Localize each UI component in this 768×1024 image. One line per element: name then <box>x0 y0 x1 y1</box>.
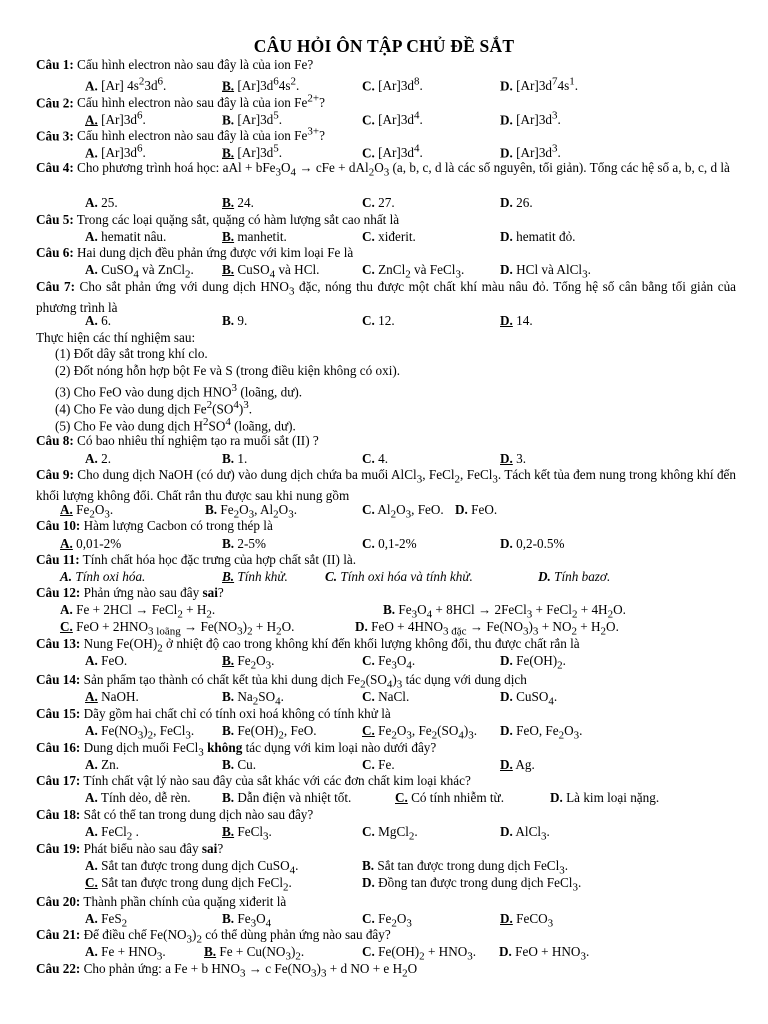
option-letter: B. <box>222 195 235 210</box>
option-letter: A. <box>60 502 73 517</box>
q9-option-d[interactable] <box>455 502 497 518</box>
option-text: Tính oxi hóa. <box>72 569 146 584</box>
q2-option-d[interactable] <box>500 108 561 128</box>
option-text: FeO + $2HNO_{3 loãng} \to Fe(NO_3)_2 + H_2O$. <box>72 619 295 638</box>
option-letter: A. <box>60 536 73 551</box>
option-letter: D. <box>538 569 551 584</box>
option-letter: D. <box>500 195 513 210</box>
option-letter: C. <box>362 824 375 839</box>
option-letter: D. <box>500 757 513 772</box>
question-2: Câu 2: Cấu hình electron nào sau đây là của ion $Fe^{2+}$? <box>36 93 325 111</box>
option-letter: D. <box>500 723 513 738</box>
document-title: CÂU HỎI ÔN TẬP CHỦ ĐỀ SẮT <box>253 36 515 56</box>
option-letter: B. <box>222 689 235 704</box>
q4-option-c[interactable] <box>362 195 395 211</box>
option-letter: B. <box>222 569 235 584</box>
option-text: FeCO$_3$ <box>512 911 554 930</box>
option-text: 3. <box>512 451 527 466</box>
option-letter: B. <box>222 757 235 772</box>
experiment-item: (5) Cho Fe vào dung dịch $H^2SO^4$ (loãng, dư). <box>55 416 296 434</box>
option-letter: D. <box>500 229 513 244</box>
option-letter: D. <box>500 262 513 277</box>
question-9: Câu 9: Cho dung dịch NaOH (có dư) vào dung dịch chứa ba muối AlCl$_3$, FeCl$_2$, FeCl$_3$. Tách kết tủa đem nung trong không khí đến khối lượng không đổi. Chất rắn thu được sau khi nung gồm <box>36 467 736 503</box>
q11-option-d[interactable] <box>538 569 610 585</box>
option-text: $[Ar]3d^3$. <box>512 110 561 128</box>
option-text: $Fe_2O_3$, $Fe_2(SO_4)_3$. <box>374 723 478 742</box>
option-letter: A. <box>85 911 98 926</box>
q2-option-c[interactable] <box>362 108 423 128</box>
option-text: 6. <box>97 313 112 328</box>
option-text: $[Ar]3d^5$. <box>234 143 283 161</box>
option-text: AlCl$_3$. <box>512 824 550 843</box>
option-text: Tính khử. <box>234 569 288 584</box>
option-letter: C. <box>395 790 408 805</box>
option-letter: C. <box>60 619 73 634</box>
option-letter: A. <box>85 723 98 738</box>
option-text: [Ar] $4s^23d^6$. <box>97 76 167 94</box>
q11-option-b[interactable] <box>222 569 288 585</box>
question-15: Câu 15: Dãy gồm hai chất chỉ có tính oxi hoá không có tính khử là <box>36 706 391 721</box>
option-letter: D. <box>500 451 513 466</box>
option-text: $Fe_3O_4$. <box>374 653 416 672</box>
option-text: $[Ar]3d^4$. <box>374 143 423 161</box>
option-letter: A. <box>85 757 98 772</box>
q1-option-d[interactable] <box>500 74 578 94</box>
question-18: Câu 18: Sắt có thể tan trong dung dịch nào sau đây? <box>36 807 314 822</box>
option-letter: D. <box>355 619 368 634</box>
option-letter: B. <box>222 451 235 466</box>
option-text: $[Ar]3d^8$. <box>374 76 423 94</box>
option-letter: A. <box>85 112 98 128</box>
option-text: NaOH. <box>97 689 139 704</box>
question-19: Câu 19: Phát biểu nào sau đây sai? <box>36 841 224 856</box>
option-letter: C. <box>362 451 375 466</box>
q3-option-c[interactable] <box>362 141 423 161</box>
option-letter: A. <box>85 78 98 94</box>
option-letter: C. <box>362 262 375 277</box>
q21-option-d[interactable] <box>499 944 589 965</box>
q19-option-d[interactable] <box>362 875 581 896</box>
question-13: Câu 13: Nung $Fe(OH)_2$ ở nhiệt độ cao trong không khí đến khối lượng không đổi, thu được chất rắn là <box>36 636 580 655</box>
option-letter: A. <box>60 602 73 617</box>
q4-option-a[interactable] <box>85 195 118 211</box>
option-letter: C. <box>362 723 375 738</box>
option-letter: C. <box>362 145 375 161</box>
q18-option-d[interactable] <box>500 824 550 845</box>
option-text: Là kim loại nặng. <box>562 790 660 805</box>
q13-option-c[interactable] <box>362 653 415 674</box>
option-text: 24. <box>234 195 254 210</box>
q16-option-b[interactable] <box>222 757 256 773</box>
option-letter: D. <box>500 112 513 128</box>
q16-option-d[interactable] <box>500 757 535 773</box>
question-17: Câu 17: Tính chất vật lý nào sau đây của sắt khác với các đơn chất kim loại khác? <box>36 773 471 788</box>
option-text: 0,01-2% <box>72 536 122 551</box>
option-text: $[Ar]3d^4$. <box>374 110 423 128</box>
q7-option-d[interactable] <box>500 313 533 329</box>
option-text: FeO + $4HNO_{3 đặc} \to Fe(NO_3)_3 + NO_2 + H_2O$. <box>367 619 619 638</box>
option-letter: C. <box>362 229 375 244</box>
option-letter: C. <box>85 875 98 890</box>
option-letter: D. <box>362 875 375 890</box>
q16-option-c[interactable] <box>362 757 395 773</box>
q16-option-a[interactable] <box>85 757 119 773</box>
option-letter: B. <box>222 229 235 244</box>
q17-option-c[interactable] <box>395 790 504 806</box>
option-text: 2-5% <box>234 536 266 551</box>
q10-option-d[interactable] <box>500 536 564 552</box>
q17-option-d[interactable] <box>550 790 659 806</box>
option-text: $Fe_3O_4$ <box>234 911 272 930</box>
option-text: CuSO$_4$. <box>512 689 558 708</box>
option-text: Fe. <box>374 757 395 772</box>
option-text: Tính bazơ. <box>550 569 611 584</box>
q15-option-d[interactable] <box>500 723 582 744</box>
experiment-item: (4) Cho Fe vào dung dịch $Fe^2(SO^4)^3$. <box>55 399 253 417</box>
q17-option-b[interactable] <box>222 790 351 806</box>
option-letter: C. <box>362 911 375 926</box>
option-letter: A. <box>85 313 98 328</box>
option-text: 2. <box>97 451 112 466</box>
option-letter: C. <box>325 569 338 584</box>
q18-option-b[interactable] <box>222 824 272 845</box>
option-text: FeO, $Fe_2O_3$. <box>512 723 583 742</box>
q5-option-d[interactable] <box>500 229 575 245</box>
option-letter: C. <box>362 195 375 210</box>
q13-option-b[interactable] <box>222 653 274 674</box>
option-letter: B. <box>222 78 235 94</box>
option-text: hematit đỏ. <box>512 229 576 244</box>
question-4: Câu 4: Cho phương trình hoá học: aAl + $bFe_3O_4$ → cFe + $dAl_2O_3$ (a, b, c, d là các số nguyên, tối giản). Tổng các hệ số a, b, c, d là <box>36 160 730 179</box>
q3-option-d[interactable] <box>500 141 561 161</box>
option-letter: B. <box>222 911 235 926</box>
question-12: Câu 12: Phản ứng nào sau đây sai? <box>36 585 224 600</box>
q9-option-c[interactable] <box>362 502 444 523</box>
option-letter: D. <box>500 653 513 668</box>
option-letter: D. <box>550 790 563 805</box>
option-letter: C. <box>362 757 375 772</box>
option-text: hematit nâu. <box>97 229 167 244</box>
question-1: Câu 1: Cấu hình electron nào sau đây là của ion Fe? <box>36 57 314 72</box>
option-text: Fe + 2HCl → FeCl$_2$ + $H_2$. <box>72 602 216 621</box>
option-letter: A. <box>85 145 98 161</box>
q10-option-c[interactable] <box>362 536 417 552</box>
option-text: 0,1-2% <box>374 536 417 551</box>
q8-option-c[interactable] <box>362 451 388 467</box>
option-text: 27. <box>374 195 395 210</box>
option-text: NaCl. <box>374 689 410 704</box>
option-letter: C. <box>362 944 375 959</box>
q4-option-d[interactable] <box>500 195 533 211</box>
option-text: FeCl$_2$ . <box>97 824 139 843</box>
q14-option-a[interactable] <box>85 689 139 705</box>
option-letter: C. <box>362 78 375 94</box>
option-text: $Al_2O_3$, FeO. <box>374 502 444 521</box>
question-8: Câu 8: Có bao nhiêu thí nghiệm tạo ra muối sắt (II) ? <box>36 433 319 448</box>
option-letter: A. <box>85 689 98 704</box>
option-text: $Fe_2O_3$. <box>72 502 114 521</box>
option-letter: B. <box>222 824 235 839</box>
q10-option-a[interactable] <box>60 536 121 552</box>
option-text: $Fe(OH)_2$, FeO. <box>234 723 317 742</box>
q7-option-b[interactable] <box>222 313 247 329</box>
q8-option-a[interactable] <box>85 451 111 467</box>
q17-option-a[interactable] <box>85 790 191 806</box>
option-text: Cu. <box>234 757 257 772</box>
option-letter: B. <box>222 313 235 328</box>
option-letter: C. <box>362 502 375 517</box>
option-text: Ag. <box>512 757 535 772</box>
question-10: Câu 10: Hàm lượng Cacbon có trong thép là <box>36 518 273 533</box>
option-text: FeO + $HNO_3$. <box>511 944 590 963</box>
option-text: $[Ar]3d^5$. <box>234 110 283 128</box>
option-text: $Fe + HNO_3$. <box>97 944 166 963</box>
question-3: Câu 3: Cấu hình electron nào sau đây là của ion $Fe^{3+}$? <box>36 126 325 144</box>
option-text: $[Ar]3d^74s^1$. <box>512 76 579 94</box>
option-letter: A. <box>85 790 98 805</box>
option-text: $Fe_2O_3$ <box>374 911 412 930</box>
option-letter: C. <box>362 653 375 668</box>
question-14: Câu 14: Sản phẩm tạo thành có chất kết tủa khi dung dịch $Fe_2(SO_4)_3$ tác dụng với dung dịch <box>36 672 527 691</box>
option-letter: B. <box>222 790 235 805</box>
q14-option-c[interactable] <box>362 689 409 705</box>
q8-option-d[interactable] <box>500 451 526 467</box>
option-text: 12. <box>374 313 395 328</box>
option-text: $Na_2SO_4$. <box>234 689 284 708</box>
option-text: Sắt tan được trong dung dịch CuSO$_4$. <box>97 858 299 877</box>
experiment-intro: Thực hiện các thí nghiệm sau: <box>36 330 196 345</box>
option-text: CuSO$_4$ và HCl. <box>234 262 320 281</box>
q4-option-b[interactable] <box>222 195 254 211</box>
option-text: CuSO$_4$ và ZnCl$_2$. <box>97 262 194 281</box>
q20-option-d[interactable] <box>500 911 553 932</box>
q5-option-c[interactable] <box>362 229 416 245</box>
q5-option-a[interactable] <box>85 229 166 245</box>
option-letter: D. <box>500 78 513 94</box>
option-letter: A. <box>85 944 98 959</box>
option-letter: B. <box>222 262 235 277</box>
question-16: Câu 16: Dung dịch muối FeCl$_3$ không tác dụng với kim loại nào dưới đây? <box>36 740 437 759</box>
option-text: Tính dẻo, dễ rèn. <box>97 790 191 805</box>
q19-option-c[interactable] <box>85 875 292 896</box>
question-6: Câu 6: Hai dung dịch đều phản ứng được với kim loại Fe là <box>36 245 354 260</box>
option-text: $Fe + Cu(NO_3)_2$. <box>216 944 305 963</box>
experiment-item: (3) Cho FeO vào dung dịch HNO$^3$ (loãng, dư). <box>55 382 303 400</box>
option-letter: A. <box>85 451 98 466</box>
option-text: 1. <box>234 451 248 466</box>
option-letter: C. <box>362 536 375 551</box>
option-letter: A. <box>85 262 98 277</box>
question-20: Câu 20: Thành phần chính của quặng xiđerit là <box>36 894 287 909</box>
option-letter: B. <box>222 145 235 161</box>
option-letter: D. <box>455 502 468 517</box>
option-letter: D. <box>500 536 513 551</box>
option-text: xiđerit. <box>374 229 416 244</box>
q7-option-a[interactable] <box>85 313 111 329</box>
question-22: Câu 22: Cho phản ứng: a Fe + b $HNO_3 \to c$ $Fe(NO_3)_3 + d$ NO + e $H_2O$ <box>36 961 418 980</box>
q11-option-c[interactable] <box>325 569 473 585</box>
option-letter: C. <box>362 313 375 328</box>
option-text: 14. <box>512 313 533 328</box>
option-letter: D. <box>500 824 513 839</box>
q3-option-b[interactable] <box>222 141 282 161</box>
option-letter: B. <box>204 944 217 959</box>
q13-option-a[interactable] <box>85 653 127 669</box>
option-letter: A. <box>85 653 98 668</box>
q8-option-b[interactable] <box>222 451 247 467</box>
option-letter: A. <box>85 858 98 873</box>
q7-option-c[interactable] <box>362 313 395 329</box>
option-text: 4. <box>374 451 389 466</box>
option-letter: B. <box>222 653 235 668</box>
option-letter: D. <box>499 944 512 959</box>
option-text: manhetit. <box>234 229 287 244</box>
option-text: Đồng tan được trong dung dịch FeCl$_3$. <box>374 875 582 894</box>
option-letter: D. <box>500 911 513 926</box>
q18-option-c[interactable] <box>362 824 418 845</box>
option-text: HCl và AlCl$_3$. <box>512 262 591 281</box>
option-text: FeS$_2$ <box>97 911 128 930</box>
experiment-item: (1) Đốt dây sắt trong khí clo. <box>55 346 208 361</box>
option-text: Sắt tan được trong dung dịch FeCl$_2$. <box>97 875 292 894</box>
question-11: Câu 11: Tính chất hóa học đặc trưng của hợp chất sắt (II) là. <box>36 552 357 567</box>
option-text: $Fe_3O_4 + 8HCl$ → 2FeCl$_3$ + FeCl$_2$ + $4H_2O$. <box>395 602 626 621</box>
option-text: $Fe_2O_3$. <box>234 653 275 672</box>
q11-option-a[interactable] <box>60 569 145 585</box>
question-5: Câu 5: Trong các loại quặng sắt, quặng có hàm lượng sắt cao nhất là <box>36 212 400 227</box>
option-letter: B. <box>362 858 375 873</box>
question-21: Câu 21: Để điều chế $Fe(NO_3)_2$ có thể dùng phản ứng nào sau đây? <box>36 927 391 946</box>
option-letter: A. <box>85 824 98 839</box>
option-letter: B. <box>222 112 235 128</box>
option-letter: A. <box>60 569 73 584</box>
option-letter: B. <box>222 536 235 551</box>
option-letter: D. <box>500 145 513 161</box>
q3-option-a[interactable] <box>85 141 146 161</box>
option-text: MgCl$_2$. <box>374 824 418 843</box>
q13-option-d[interactable] <box>500 653 566 674</box>
option-letter: A. <box>85 229 98 244</box>
option-letter: C. <box>362 689 375 704</box>
option-text: $[Ar]3d^6$. <box>97 143 146 161</box>
option-text: FeO. <box>97 653 128 668</box>
option-text: $[Ar]3d^3$. <box>512 143 561 161</box>
option-text: $Fe(NO_3)_2$, FeCl$_3$. <box>97 723 195 742</box>
option-text: 26. <box>512 195 533 210</box>
option-text: $Fe(OH)_2$. <box>512 653 566 672</box>
option-text: Dẫn điện và nhiệt tốt. <box>234 790 352 805</box>
option-letter: C. <box>362 112 375 128</box>
option-letter: A. <box>85 195 98 210</box>
q10-option-b[interactable] <box>222 536 266 552</box>
experiment-item: (2) Đốt nóng hỗn hợp bột Fe và S (trong điều kiện không có oxi). <box>55 363 401 378</box>
option-text: FeCl$_3$. <box>234 824 272 843</box>
option-text: FeO. <box>467 502 498 517</box>
option-text: Zn. <box>97 757 120 772</box>
option-letter: D. <box>500 313 513 328</box>
question-7: Câu 7: Cho sắt phản ứng với dung dịch $HNO_3$ đặc, nóng thu được một chất khí màu nâu đỏ. Tổng hệ số cân bằng tối giản của phương trình là <box>36 279 737 315</box>
option-text: 0,2-0.5% <box>512 536 565 551</box>
option-text: ZnCl$_2$ và FeCl$_3$. <box>374 262 465 281</box>
option-text: $[Ar]3d^64s^2$. <box>234 76 300 94</box>
option-letter: B. <box>222 723 235 738</box>
option-text: $[Ar]3d^6$. <box>97 110 146 128</box>
option-text: Có tính nhiễm từ. <box>407 790 504 805</box>
q14-option-d[interactable] <box>500 689 557 710</box>
option-letter: B. <box>205 502 218 517</box>
option-text: 25. <box>97 195 118 210</box>
option-letter: B. <box>383 602 396 617</box>
q1-option-c[interactable] <box>362 74 423 94</box>
option-text: Sắt tan được trong dung dịch FeCl$_3$. <box>374 858 569 877</box>
option-text: $Fe_2O_3$, $Al_2O_3$. <box>217 502 297 521</box>
option-text: 9. <box>234 313 248 328</box>
option-text: $Fe(OH)_2 + HNO_3$. <box>374 944 477 963</box>
q5-option-b[interactable] <box>222 229 287 245</box>
option-letter: D. <box>500 689 513 704</box>
option-text: Tính oxi hóa và tính khử. <box>337 569 473 584</box>
